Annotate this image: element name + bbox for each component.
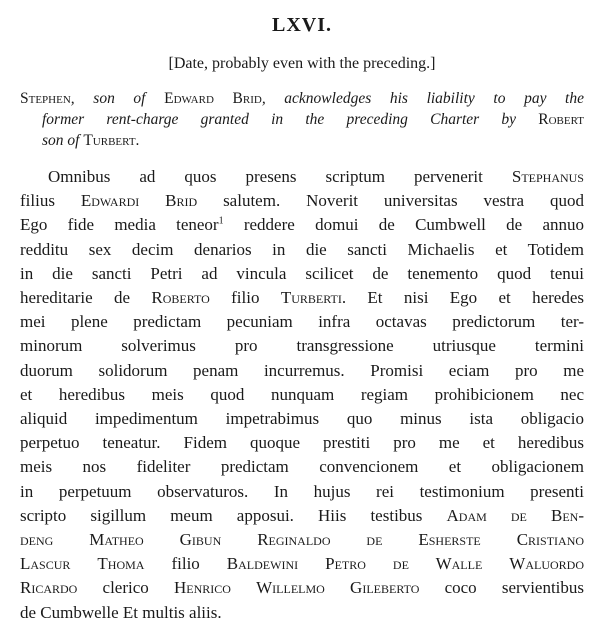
text-line: Omnibus ad quos presens scriptum pervenerit Stephanus: [48, 167, 584, 186]
document-number: LXVI.: [271, 14, 332, 36]
text-line: filius Edwardi Brid salutem. Noverit universitas vestra quod: [20, 191, 584, 211]
text-line: perpetuo teneatur. Fidem quoque prestiti pro me et heredibus: [20, 433, 584, 453]
text-line: hereditarie de Roberto filio Turberti. Et nisi Ego et heredes: [20, 288, 584, 308]
date-note: [Date, probably even with the preceding.]: [168, 55, 436, 72]
summary-line: Stephen, son of Edward Brid, acknowledges his liability to pay the: [20, 90, 584, 107]
text-line: in die sancti Petri ad vincula scilicet de tenemento quod tenui: [20, 263, 584, 283]
text-line: deng Matheo Gibun Reginaldo de Esherste Cristiano: [20, 530, 585, 550]
text-line: Ricardo clerico Henrico Willelmo Gileberto coco servientibus: [20, 578, 585, 598]
text-line: Ego fide media teneor$^1$ reddere domui de Cumbwell de annuo: [20, 215, 584, 235]
text-line: minorum solverimus pro transgressione utriusque termini: [20, 336, 584, 356]
text-line: mei plene predictam pecuniam infra octavas predictorum ter-: [20, 312, 584, 332]
text-line: Lascur Thoma filio Baldewini Petro de Walle Waluordo: [20, 554, 585, 574]
text-line: redditu sex decim denarios in die sancti Michaelis et Totidem: [20, 239, 584, 259]
summary-line: former rent-charge granted in the preceding Charter by Robert: [42, 111, 584, 128]
text-line: et heredibus meis quod nunquam regiam prohibicionem nec: [20, 384, 584, 404]
text-line: meis nos fideliter predictam convencionem et obligacionem: [20, 457, 584, 477]
text-line: in perpetuum observaturos. In hujus rei testimonium presenti: [20, 481, 584, 501]
footnote-marker: 1: [218, 215, 224, 227]
text-line: duorum solidorum penam incurremus. Promisi eciam pro me: [20, 360, 584, 380]
text-line: scripto sigillum meum apposui. Hiis testibus Adam de Ben-: [20, 505, 584, 525]
summary-line: son of Turbert.: [42, 132, 140, 149]
charter-text: [20, 165, 584, 625]
text-line: de Cumbwelle Et multis aliis.: [20, 602, 222, 622]
charter-summary: [20, 88, 584, 151]
text-line: aliquid impedimentum impetrabimus quo minus ista obligacio: [20, 409, 584, 429]
